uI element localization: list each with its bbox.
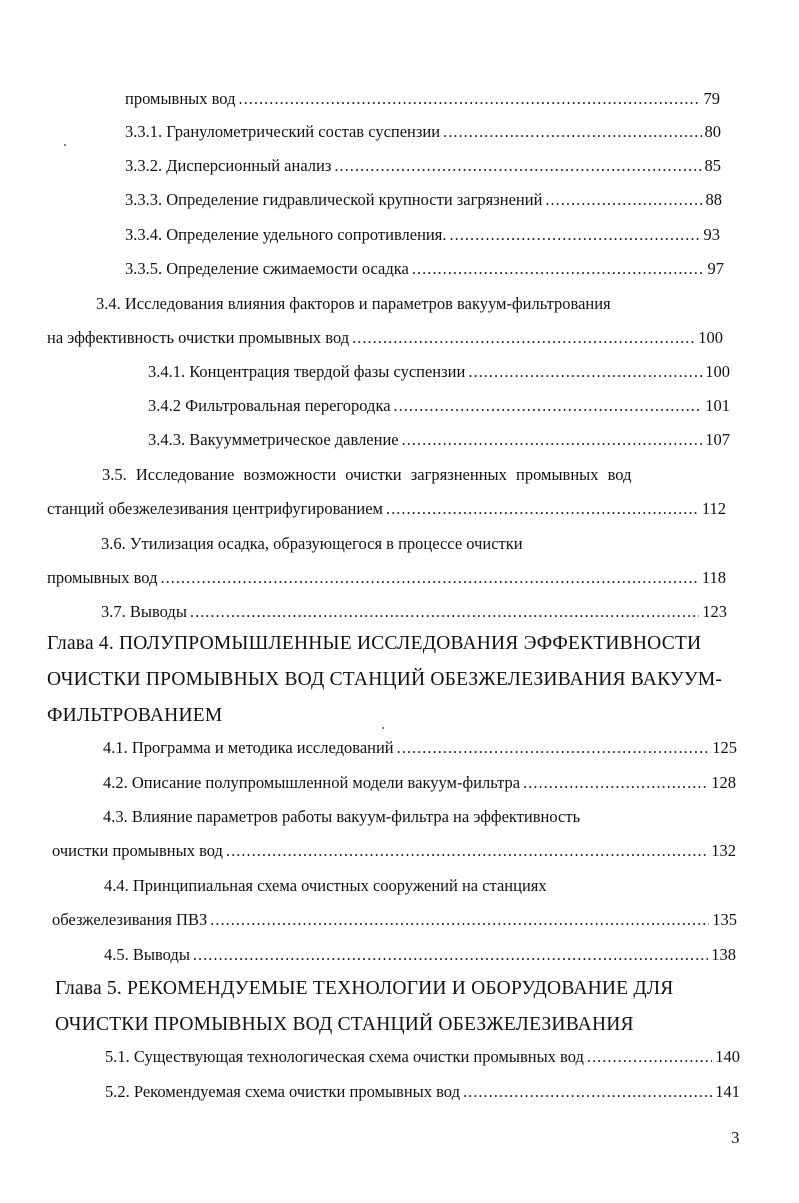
toc-entry-title: промывных вод xyxy=(47,568,158,587)
toc-entry-cont-79 xyxy=(125,88,720,110)
toc-entry-3-3-1 xyxy=(125,121,721,143)
toc-entry-3-4-2 xyxy=(148,395,730,417)
toc-entry-page: 97 xyxy=(707,259,724,278)
toc-entry-page: 79 xyxy=(703,89,720,108)
toc-entry-title: на эффективность очистки промывных вод xyxy=(47,328,350,347)
toc-entry-page: 141 xyxy=(715,1082,740,1101)
page-number: 3 xyxy=(731,1128,740,1147)
chapter-4-heading-line1: Глава 4. ПОЛУПРОМЫШЛЕННЫЕ ИССЛЕДОВАНИЯ ЭФФЕКТИВНОСТИ xyxy=(47,633,702,654)
toc-entry-5-1 xyxy=(105,1046,740,1068)
chapter-5-heading-line1: Глава 5. РЕКОМЕНДУЕМЫЕ ТЕХНОЛОГИИ И ОБОРУДОВАНИЕ ДЛЯ xyxy=(55,978,674,999)
leader-dots xyxy=(238,88,700,110)
toc-entry-page: 101 xyxy=(705,396,730,415)
toc-entry-title: 3.4.1. Концентрация твердой фазы суспензии xyxy=(148,362,466,381)
toc-entry-3-6-line1: 3.6. Утилизация осадка, образующегося в процессе очистки xyxy=(101,534,523,553)
toc-entry-3-3-5 xyxy=(125,258,724,280)
toc-entry-3-3-4 xyxy=(125,224,720,246)
toc-entry-title: промывных вод xyxy=(125,89,236,108)
leader-dots xyxy=(443,121,701,143)
toc-entry-3-5-line1: 3.5. Исследование возможности очистки загрязненных промывных вод xyxy=(102,465,632,484)
toc-entry-3-3-2 xyxy=(125,155,721,177)
leader-dots xyxy=(334,155,701,177)
leader-dots xyxy=(210,909,709,931)
toc-entry-page: 85 xyxy=(704,156,721,175)
toc-entry-3-4-line1: 3.4. Исследования влияния факторов и параметров вакуум-фильтрования xyxy=(96,294,611,313)
leader-dots xyxy=(193,944,708,966)
toc-entry-4-4-line1: 4.4. Принципиальная схема очистных сооружений на станциях xyxy=(104,876,547,895)
leader-dots xyxy=(523,772,708,794)
toc-entry-page: 80 xyxy=(704,122,721,141)
toc-entry-title: 5.2. Рекомендуемая схема очистки промывных вод xyxy=(105,1082,460,1101)
scan-speck xyxy=(64,144,66,146)
toc-entry-title: 3.3.1. Гранулометрический состав суспензии xyxy=(125,122,441,141)
toc-entry-3-5 xyxy=(47,498,726,520)
leader-dots xyxy=(397,737,710,759)
toc-entry-title: 4.1. Программа и методика исследований xyxy=(103,738,394,757)
scan-speck xyxy=(382,727,384,729)
toc-entry-4-3 xyxy=(52,840,736,862)
toc-entry-title: 5.1. Существующая технологическая схема очистки промывных вод xyxy=(105,1047,584,1066)
toc-entry-4-1 xyxy=(103,737,737,759)
toc-entry-4-5 xyxy=(104,944,736,966)
leader-dots xyxy=(190,601,699,623)
leader-dots xyxy=(468,361,702,383)
leader-dots xyxy=(545,189,702,211)
toc-entry-page: 123 xyxy=(702,602,727,621)
toc-entry-3-6 xyxy=(47,567,726,589)
leader-dots xyxy=(449,224,700,246)
toc-entry-3-7 xyxy=(101,601,727,623)
leader-dots xyxy=(463,1081,712,1103)
leader-dots xyxy=(587,1046,712,1068)
toc-entry-page: 125 xyxy=(712,738,737,757)
toc-entry-5-2 xyxy=(105,1081,740,1103)
toc-entry-3-4-1 xyxy=(148,361,730,383)
toc-entry-page: 88 xyxy=(705,190,722,209)
toc-entry-title: 3.3.4. Определение удельного сопротивления. xyxy=(125,225,447,244)
toc-entry-4-2 xyxy=(103,772,736,794)
toc-entry-title: обезжелезивания ПВЗ xyxy=(52,910,208,929)
toc-entry-3-4-3 xyxy=(148,429,730,451)
toc-entry-title: 3.4.2 Фильтровальная перегородка xyxy=(148,396,391,415)
toc-entry-title: 3.3.3. Определение гидравлической крупности загрязнений xyxy=(125,190,543,209)
toc-entry-page: 107 xyxy=(705,430,730,449)
toc-entry-4-3-line1: 4.3. Влияние параметров работы вакуум-фильтра на эффективность xyxy=(103,807,581,826)
toc-entry-page: 140 xyxy=(715,1047,740,1066)
toc-entry-page: 112 xyxy=(701,499,726,518)
leader-dots xyxy=(386,498,699,520)
toc-entry-title: 3.7. Выводы xyxy=(101,602,187,621)
toc-entry-page: 100 xyxy=(705,362,730,381)
toc-entry-page: 100 xyxy=(698,328,723,347)
leader-dots xyxy=(402,429,703,451)
toc-entry-page: 128 xyxy=(711,773,736,792)
toc-entry-page: 93 xyxy=(703,225,720,244)
toc-entry-title: 4.5. Выводы xyxy=(104,945,190,964)
leader-dots xyxy=(412,258,705,280)
chapter-5-heading-line2: ОЧИСТКИ ПРОМЫВНЫХ ВОД СТАНЦИЙ ОБЕЗЖЕЛЕЗИВАНИЯ xyxy=(55,1014,634,1035)
toc-entry-4-4 xyxy=(52,909,737,931)
leader-dots xyxy=(394,395,703,417)
leader-dots xyxy=(352,327,695,349)
leader-dots xyxy=(226,840,708,862)
toc-entry-page: 132 xyxy=(711,841,736,860)
toc-entry-page: 138 xyxy=(711,945,736,964)
chapter-4-heading-line3: ФИЛЬТРОВАНИЕМ xyxy=(47,705,223,726)
toc-entry-page: 135 xyxy=(712,910,737,929)
toc-entry-title: станций обезжелезивания центрифугированием xyxy=(47,499,383,518)
toc-entry-title: 3.3.2. Дисперсионный анализ xyxy=(125,156,332,175)
leader-dots xyxy=(160,567,698,589)
toc-entry-title: 4.2. Описание полупромышленной модели вакуум-фильтра xyxy=(103,773,521,792)
toc-entry-3-3-3 xyxy=(125,189,722,211)
toc-entry-title: очистки промывных вод xyxy=(52,841,223,860)
toc-entry-title: 3.3.5. Определение сжимаемости осадка xyxy=(125,259,409,278)
toc-entry-title: 3.4.3. Вакуумметрическое давление xyxy=(148,430,399,449)
chapter-4-heading-line2: ОЧИСТКИ ПРОМЫВНЫХ ВОД СТАНЦИЙ ОБЕЗЖЕЛЕЗИВАНИЯ ВАКУУМ- xyxy=(47,669,723,690)
toc-entry-3-4 xyxy=(47,327,723,349)
toc-entry-page: 118 xyxy=(701,568,726,587)
